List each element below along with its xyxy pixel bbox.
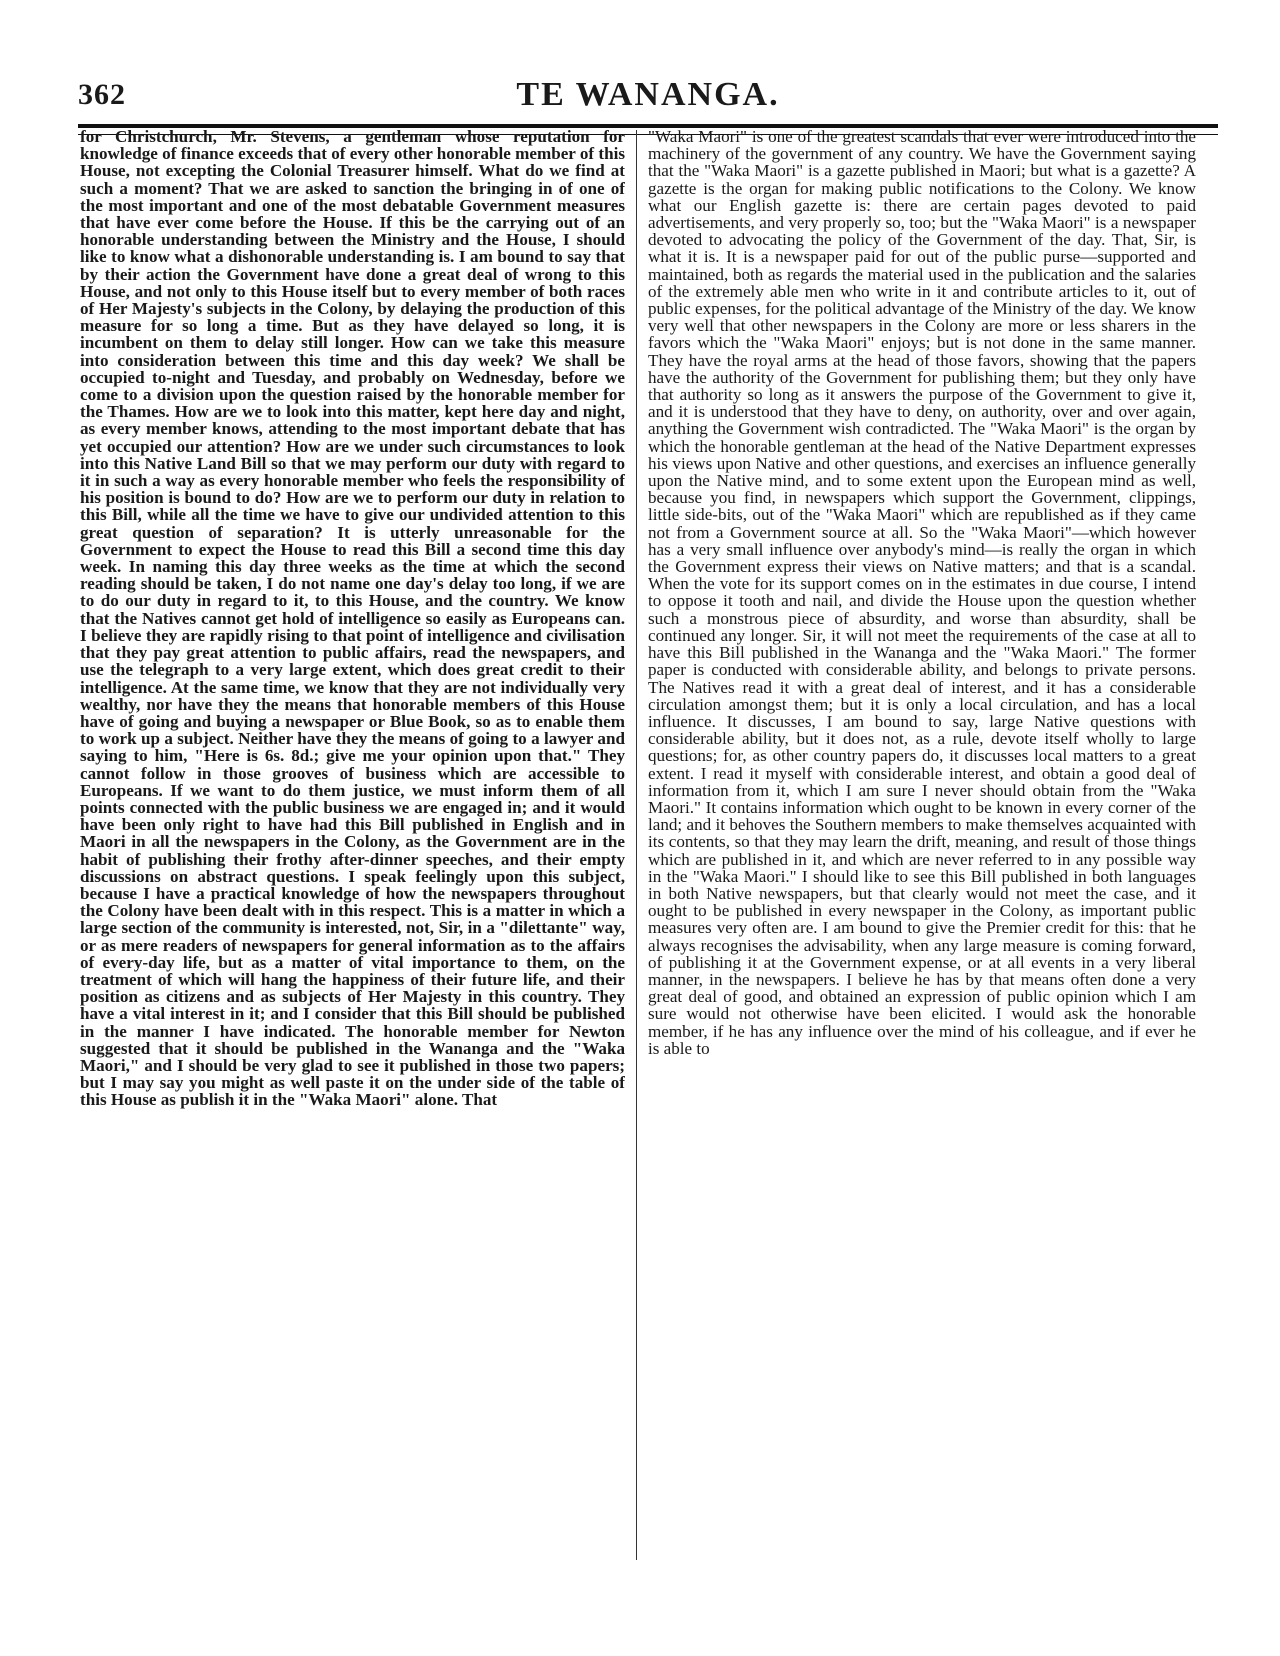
column-right: [648, 128, 1196, 1538]
column-divider: [636, 130, 637, 1560]
page-title: TE WANANGA.: [516, 76, 780, 113]
page-header: [78, 72, 1218, 122]
page-number: 362: [78, 78, 126, 111]
column-left: [80, 128, 625, 1538]
column-left-text: for Christchurch, Mr. Stevens, a gentleman whose reputation for knowledge of finance exceeds that of every other honorable member of this House, not excepting the Colonial Treasurer himself. What do we find at such a moment? That we are asked to sanction the bringing in of one of the most important and one of the most debatable Government measures that have ever come before the House. If this be the carrying out of an honorable understanding between the Ministry and the House, I should like to know what a dishonorable understanding is. I am bound to say that by their action the Government have done a great deal of wrong to this House, and not only to this House itself but to every member of both races of Her Majesty's subjects in the Colony, by delaying the production of this measure for so long a time. But as they have delayed so long, it is incumbent on them to delay still longer. How can we take this measure into consideration between this time and this day week? We shall be occupied to-night and Tuesday, and probably on Wednesday, before we come to a division upon the question raised by the honorable member for the Thames. How are we to look into this matter, kept here day and night, as every member knows, attending to the most important debate that has yet occupied our attention? How are we under such circumstances to look into this Native Land Bill so that we may perform our duty with regard to it in such a way as every honorable member who feels the responsibility of his position is bound to do? How are we to perform our duty in relation to this Bill, while all the time we have to give our undivided attention to this great question of separation? It is utterly unreasonable for the Government to expect the House to read this Bill a second time this day week. In naming this day three weeks as the time at which the second reading should be taken, I do not name one day's delay too long, if we are to do our duty in regard to it, to this House, and the country. We know that the Natives cannot get hold of intelligence so easily as Europeans can. I believe they are rapidly rising to that point of intelligence and civilisation that they pay great attention to public affairs, read the newspapers, and use the telegraph to a very large extent, which does great credit to their intelligence. At the same time, we know that they are not individually very wealthy, nor have they the means that honorable members of this House have of going and buying a newspaper or Blue Book, so as to enable them to work up a subject. Neither have they the means of going to a lawyer and saying to him, "Here is 6s. 8d.; give me your opinion upon that." They cannot follow in those grooves of business which are accessible to Europeans. If we want to do them justice, we must inform them of all points connected with the public business we are engaged in; and it would have been only right to have had this Bill published in English and in Maori in all the newspapers in the Colony, as the Government are in the habit of publishing their frothy after-dinner speeches, and their empty discussions on abstract questions. I speak feelingly upon this subject, because I have a practical knowledge of how the newspapers throughout the Colony have been dealt with in this respect. This is a matter in which a large section of the community is interested, not, Sir, in a "dilettante" way, or as mere readers of newspapers for general information as to the affairs of every-day life, but as a matter of vital importance to them, on the treatment of which will hang the happiness of their future life, and their position as citizens and as subjects of Her Majesty in this country. They have a vital interest in it; and I consider that this Bill should be published in the manner I have indicated. The honorable member for Newton suggested that it should be published in the Wananga and the "Waka Maori," and I should be very glad to see it published in those two papers; but I may say you might as well paste it on the under side of the table of this House as publish it in the "Waka Maori" alone. That: [80, 128, 625, 1110]
column-right-text: "Waka Maori" is one of the greatest scandals that ever were introduced into the machinery of the government of any country. We have the Government saying that the "Waka Maori" is a gazette published in Maori; but what is a gazette? A gazette is the organ for making public notifications to the Colony. We know what our English gazette is: there are certain pages devoted to paid advertisements, and very properly so, too; but the "Waka Maori" is a newspaper devoted to advocating the policy of the Government of the day. That, Sir, is what it is. It is a newspaper paid for out of the public purse—supported and maintained, both as regards the material used in the publication and the salaries of the extremely able men who write in it and contribute articles to it, out of public expenses, for the political advantage of the Ministry of the day. We know very well that other newspapers in the Colony are more or less sharers in the favors which the "Waka Maori" enjoys; but is not done in the same manner. They have the royal arms at the head of those favors, showing that the papers have the authority of the Government for publishing them; but they only have that authority so long as it answers the purpose of the Government to give it, and it is understood that they have to deny, on authority, over and over again, anything the Government wish contradicted. The "Waka Maori" is the organ by which the honorable gentleman at the head of the Native Department expresses his views upon Native and other questions, and exercises an influence generally upon the Native mind, and to some extent upon the European mind as well, because you find, in newspapers which support the Government, clippings, little side-bits, out of the "Waka Maori" which are republished as if they came not from a Government source at all. So the "Waka Maori"—which however has a very small influence over anybody's mind—is really the organ in which the Government express their views on Native matters; and that is a scandal. When the vote for its support comes on in the estimates in due course, I intend to oppose it tooth and nail, and divide the House upon the question whether such a monstrous piece of absurdity, and worse than absurdity, shall be continued any longer. Sir, it will not meet the requirements of the case at all to have this Bill published in the Wananga and the "Waka Maori." The former paper is conducted with considerable ability, and belongs to private persons. The Natives read it with a great deal of interest, and it has a considerable circulation amongst them; but it is only a local circulation, and has a local influence. It discusses, I am bound to say, large Native questions with considerable ability, but it does not, as a rule, devote itself wholly to large questions; for, as other country papers do, it discusses local matters to a great extent. I read it myself with considerable interest, and obtain a good deal of information from it, which I am sure I never should obtain from the "Waka Maori." It contains information which ought to be known in every corner of the land; and it behoves the Southern members to make themselves acquainted with its contents, so that they may learn the drift, meaning, and result of those things which are published in it, and which are never referred to in any possible way in the "Waka Maori." I should like to see this Bill published in both languages in both Native newspapers, but that clearly would not meet the case, and it ought to be published in every newspaper in the Colony, as important public measures very often are. I am bound to give the Premier credit for this: that he always recognises the advisability, when any large measure is coming forward, of publishing it at the Government expense, or at all events in a very liberal manner, in the newspapers. I believe he has by that means often done a very great deal of good, and obtained an expression of public opinion which I am sure would not otherwise have been elicited. I would ask the honorable member, if he has any influence over the mind of his colleague, and if ever he is able to: [648, 128, 1196, 1058]
